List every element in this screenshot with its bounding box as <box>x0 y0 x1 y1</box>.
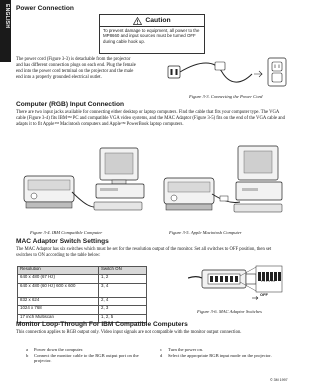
dip-off-label: OFF <box>260 292 268 297</box>
power-cord-illustration <box>160 52 290 92</box>
caution-title: Caution <box>145 17 171 24</box>
table-header-switch-on: Switch ON <box>99 267 147 275</box>
steps-left <box>26 347 144 364</box>
warning-icon <box>133 17 142 25</box>
dip-number: 2 <box>263 279 266 283</box>
mac-switch-heading: MAC Adaptor Switch Settings <box>16 238 109 245</box>
table-row <box>18 306 147 314</box>
dip-number: 6 <box>273 279 275 283</box>
caution-title-bar <box>100 15 204 27</box>
table-cell-switch: 2, 4 <box>99 297 147 305</box>
language-tab-label: ENGLISH <box>4 4 10 29</box>
steps-right <box>160 347 288 358</box>
table-cell-resolution: 832 x 624 <box>18 297 99 305</box>
resolution-table <box>17 266 147 323</box>
table-cell-switch: 1, 2, 5 <box>99 314 147 322</box>
language-tab <box>0 0 11 62</box>
ibm-computer-illustration <box>20 140 150 228</box>
step-letter: a <box>26 347 29 352</box>
footer-copyright: © 3M 1997 <box>270 378 288 382</box>
list-item <box>26 353 144 364</box>
caution-text: To prevent damage to equipment, all power to the MP8660 and input sources must be turned OFF during cable hook up. <box>103 28 200 44</box>
dip-number-row <box>261 279 275 283</box>
rgb-body: There are two input jacks available for connecting either desktop or laptop computers. Find the cable that fits your computer type. The VGA cable (Figure 3-4) fits IBM™ PC and compatible VGA video systems, and the MAC Adaptor (Figure 3-5) fits on the end of the VGA cable and adapts it to fit Apple™ Macintosh computers and Apple™ PowerBook laptop computers. <box>16 110 285 128</box>
power-connection-heading: Power Connection <box>16 5 74 12</box>
rgb-heading: Computer (RGB) Input Connection <box>16 101 125 108</box>
mac-adaptor-illustration <box>188 264 284 306</box>
mac-computer-illustration <box>160 140 290 228</box>
dip-number: 3 <box>265 279 268 283</box>
table-row <box>18 283 147 297</box>
loop-body: This connection applies to RGB output only. Video input signals are not compatible with the monitor output connection. <box>16 330 242 335</box>
step-letter: d <box>160 352 163 358</box>
step-text: Connect the monitor cable to the RGB output port on the projector. <box>34 352 139 364</box>
table-cell-switch: 3, 4 <box>99 283 147 297</box>
figure-3-6-caption: Figure 3-6. MAC Adaptor Switches <box>197 309 262 314</box>
step-text: Select the appropriate RGB input mode on the projector. <box>168 352 272 358</box>
table-cell-resolution: 1024 x 768 <box>18 306 99 314</box>
table-cell-resolution: 640 x 480 (60 Hz) 600 x 600 <box>18 283 99 297</box>
dip-number: 1 <box>261 279 263 283</box>
dip-number: 4 <box>268 279 270 283</box>
figure-3-4-caption: Figure 3-4. IBM Compatible Computer <box>30 230 103 235</box>
table-cell-resolution: 17 inch Multiscan <box>18 314 99 322</box>
step-letter: c <box>160 347 163 352</box>
table-cell-switch: 1, 2 <box>99 275 147 283</box>
step-letter: b <box>26 352 29 358</box>
caution-box <box>99 14 205 54</box>
power-body: The power cord (Figure 3-3) is detachable from the projector and has different connection plugs on each end. Plug the female end into the power cord terminal on the projector and the male end into a properly grounded electrical outlet. <box>16 57 136 81</box>
step-text: Turn the power on. <box>168 347 204 352</box>
mac-switch-body: The MAC Adaptor has six switches which must be set for the resolution output of the monitor. Set all switches to OFF position, then set switches to ON according to the table below: <box>16 247 272 259</box>
loop-heading: Monitor Loop-Through For IBM Compatible Computers <box>16 321 188 328</box>
dip-number: 5 <box>270 279 273 283</box>
figure-3-3-caption: Figure 3-3. Connecting the Power Cord <box>189 94 263 99</box>
table-cell-switch: 2, 3 <box>99 306 147 314</box>
list-item <box>160 353 288 359</box>
table-header-resolution: Resolution <box>18 267 99 275</box>
step-text: Power down the computer. <box>34 347 84 352</box>
table-cell-resolution: 640 x 480 (67 Hz) <box>18 275 99 283</box>
figure-3-5-caption: Figure 3-5. Apple Macintosh Computer <box>169 230 242 235</box>
